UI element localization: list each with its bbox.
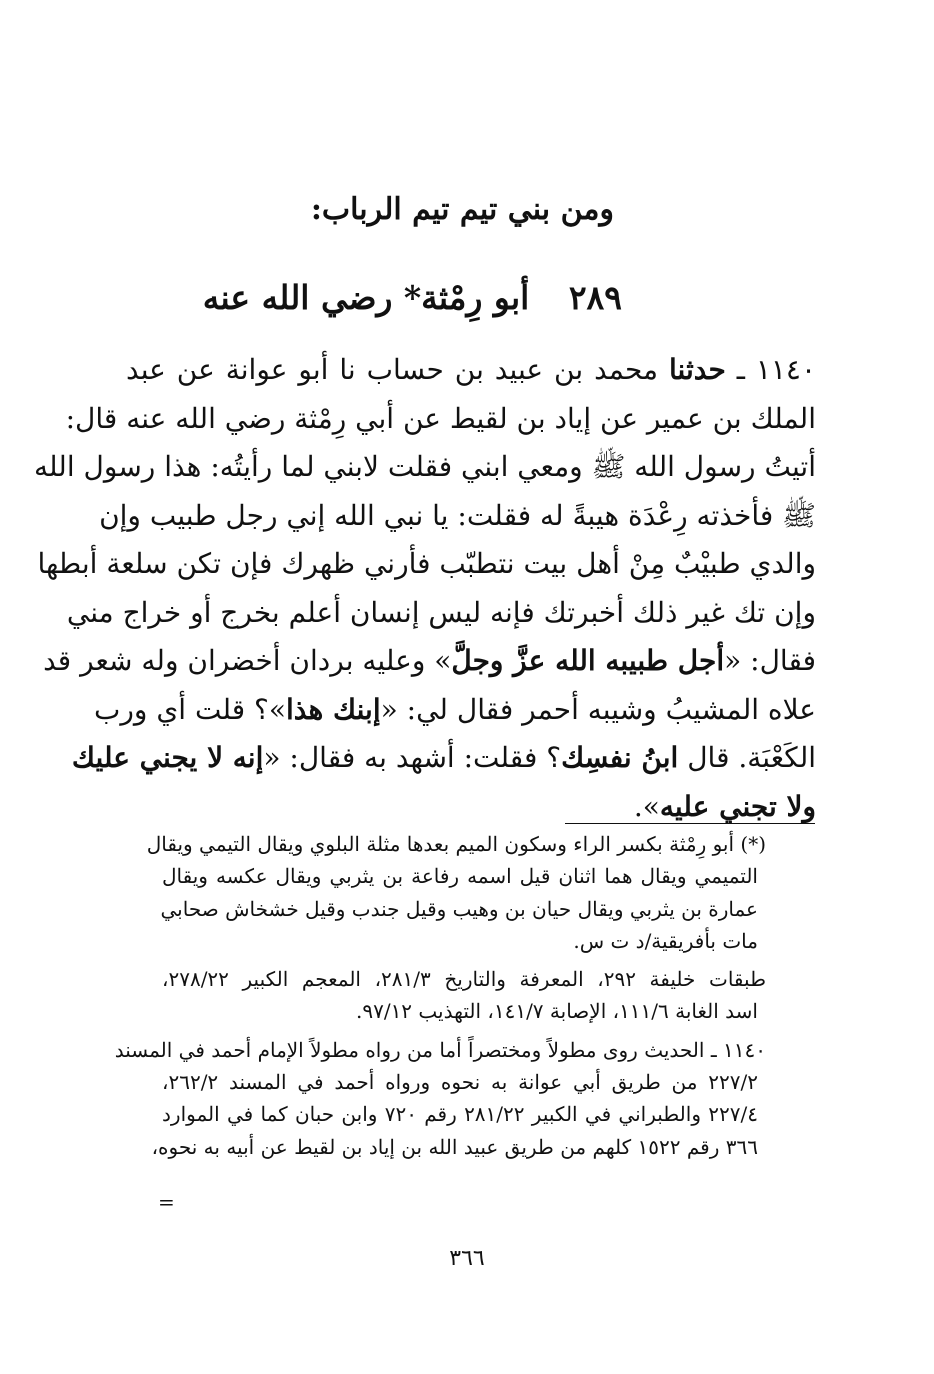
bold-text-run: إنه لا يجني عليك — [71, 741, 264, 774]
text-line — [37, 540, 816, 589]
footnote-line: التميمي ويقال هما اثنان قيل اسمه رفاعة بن يثربي ويقال عكسه ويقال — [162, 864, 758, 889]
text-run: »؟ قلت أي ورب — [94, 692, 286, 726]
text-line — [71, 734, 816, 783]
text-run: وإن تك غير ذلك أخبرتك فإنه ليس إنسان أعلم بخرج أو خراج مني — [66, 595, 816, 629]
text-run: ؟ فقلت: أشهد به فقال: « — [263, 741, 562, 774]
footnotes — [114, 828, 766, 1169]
footnote-line: ١١٤٠ ـ الحديث روى مطولاً ومختصراً أما من رواه مطولاً الإمام أحمد في المسند — [114, 1037, 766, 1062]
footnote-line: عمارة بن يثربي ويقال حيان بن وهيب وقيل جندب وقيل خشخاش صحابي — [160, 896, 758, 921]
text-run: محمد بن عبيد بن حساب نا أبو عوانة عن عبد — [126, 353, 669, 386]
text-line — [34, 443, 816, 492]
continuation-mark: = — [158, 1190, 175, 1214]
text-run: والدي طبيْبٌ مِنْ أهل بيت نتطبّب فأرني ظهرك فإن تكن سلعة أبطها — [37, 547, 816, 580]
entry-title: أبو رِمْثة* رضي الله عنه — [202, 278, 530, 317]
bold-text-run: ولا تجني عليه — [659, 789, 816, 823]
bold-text-run: ابنُ نفسِك — [561, 741, 679, 774]
footnote-line: مات بأفريقية/د ت س. — [573, 928, 758, 953]
text-line — [43, 637, 816, 686]
section-heading: ومن بني تيم تيم الرباب: — [310, 192, 614, 227]
bold-text-run: إبنك هذا — [286, 692, 381, 726]
footnote-line: طبقات خليفة ٢٩٢، المعرفة والتاريخ ٢٨١/٣، المعجم الكبير ٢٧٨/٢٢، — [162, 967, 766, 992]
text-run: فقال: « — [724, 644, 816, 677]
text-line — [66, 589, 816, 638]
footnote-separator — [565, 823, 815, 824]
text-line — [99, 492, 816, 541]
footnote-line: ٢٢٧/٢ من طريق أبي عوانة به نحوه ورواه أحمد في المسند ٢٦٢/٢، — [162, 1070, 758, 1095]
hadith-text — [34, 346, 816, 831]
footnote-line: (*) أبو رِمْثة بكسر الراء وسكون الميم بعدها مثلة البلوي ويقال التيمي ويقال — [146, 832, 766, 856]
footnote — [162, 963, 766, 1028]
text-line — [94, 686, 816, 735]
page-number: ٣٦٦ — [449, 1246, 485, 1271]
bold-text-run: أجل طبيبه الله عزَّ وجلَّ — [451, 644, 725, 677]
entry-heading — [203, 278, 622, 317]
text-line — [126, 346, 816, 395]
text-run: ﷺ فأخذته رِعْدَة هيبةً له فقلت: يا نبي الله إني رجل طبيب وإن — [99, 498, 816, 532]
text-run: أتيتُ رسول الله ﷺ ومعي ابني فقلت لابني لما رأيتُه: هذا رسول الله — [34, 450, 816, 483]
footnote-line: ٣٦٦ رقم ١٥٢٢ كلهم من طريق عبيد الله بن إياد بن لقيط عن أبيه به نحوه، — [151, 1134, 758, 1159]
text-run: علاه المشيبُ وشيبه أحمر فقال لي: « — [380, 692, 816, 726]
footnote — [114, 1034, 766, 1163]
text-run: الكَعْبَة. قال — [678, 741, 816, 774]
footnote-line: ٢٢٧/٤ والطبراني في الكبير ٢٨١/٢٢ رقم ٧٢٠ وابن حبان كما في الموارد — [162, 1102, 759, 1127]
entry-number: ٢٨٩ — [568, 278, 622, 317]
footnote — [146, 828, 766, 957]
text-run: » وعليه بردان أخضران وله شعر قد — [43, 644, 452, 677]
footnote-line: اسد الغابة ١١١/٦، الإصابة ١٤١/٧، التهذيب ٩٧/١٢. — [355, 999, 758, 1024]
text-run: الملك بن عمير عن إياد بن لقيط عن أبي رِمْثة رضي الله عنه قال: — [65, 401, 816, 435]
text-run: ». — [633, 789, 660, 823]
text-line — [65, 395, 816, 444]
text-run: ١١٤٠ ـ — [725, 353, 816, 386]
bold-text-run: حدثنا — [668, 353, 726, 386]
